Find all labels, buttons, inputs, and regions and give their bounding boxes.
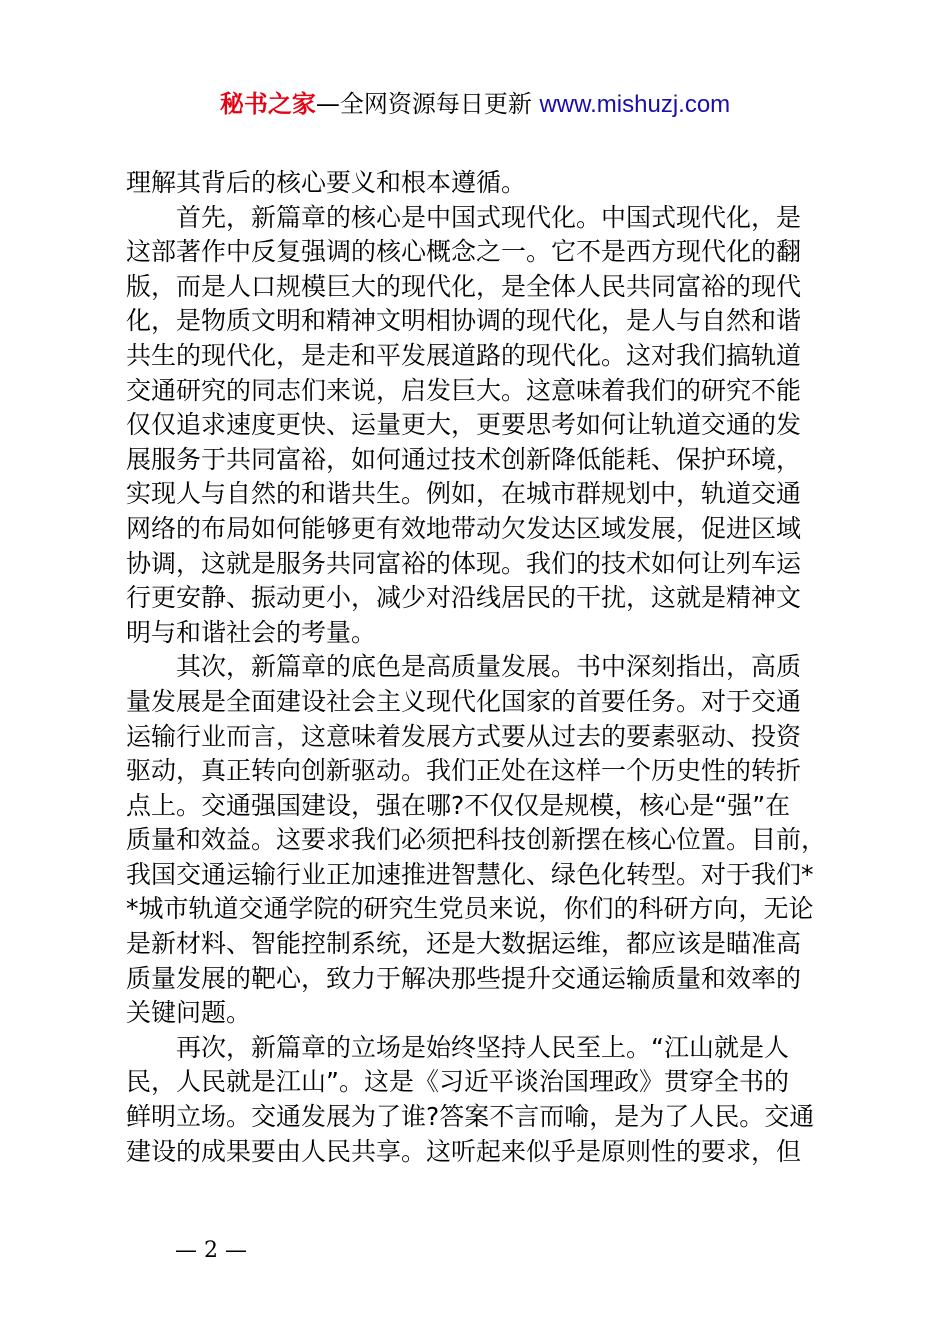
body-text-line: 行更安静、振动更小，减少对沿线居民的干扰，这就是精神文 (126, 583, 802, 613)
body-text-line: 交通研究的同志们来说，启发巨大。这意味着我们的研究不能 (126, 375, 802, 405)
body-text-line: 鲜明立场。交通发展为了谁?答案不言而喻，是为了人民。交通 (126, 1102, 815, 1132)
paragraph-first-line: 再次，新篇章的立场是始终坚持人民至上。“江山就是人 (176, 1032, 789, 1062)
body-text-line: 我国交通运输行业正加速推进智慧化、绿色化转型。对于我们* (126, 859, 814, 889)
body-text-line: 质量和效益。这要求我们必须把科技创新摆在核心位置。目前， (126, 825, 827, 855)
body-text-line: 仅仅追求速度更快、运量更大，更要思考如何让轨道交通的发 (126, 410, 802, 440)
body-text-line: 网络的布局如何能够更有效地带动欠发达区域发展，促进区域 (126, 513, 802, 543)
body-text-line: 建设的成果要由人民共享。这听起来似乎是原则性的要求，但 (126, 1136, 802, 1166)
body-text-line: 实现人与自然的和谐共生。例如，在城市群规划中，轨道交通 (126, 479, 802, 509)
body-text-line: 运输行业而言，这意味着发展方式要从过去的要素驱动、投资 (126, 721, 802, 751)
paragraph-first-line: 首先，新篇章的核心是中国式现代化。中国式现代化，是 (176, 202, 802, 232)
brand-name: 秘书之家 (219, 90, 316, 118)
page-number: — 2 — (175, 1238, 247, 1263)
site-url-link[interactable]: www.mishuzj.com (539, 91, 731, 118)
body-text-line: 这部著作中反复强调的核心概念之一。它不是西方现代化的翻 (126, 237, 802, 267)
paragraph-first-line: 其次，新篇章的底色是高质量发展。书中深刻指出，高质 (176, 652, 802, 682)
body-text-line: 协调，这就是服务共同富裕的体现。我们的技术如何让列车运 (126, 548, 802, 578)
header-tagline: —全网资源每日更新 (315, 90, 540, 118)
body-text-line: 驱动，真正转向创新驱动。我们正处在这样一个历史性的转折 (126, 756, 802, 786)
body-text-line: 关键问题。 (126, 998, 252, 1028)
body-text-line: 理解其背后的核心要义和根本遵循。 (126, 168, 527, 197)
body-text-line: 量发展是全面建设社会主义现代化国家的首要任务。对于交通 (126, 686, 802, 716)
body-text-line: 化，是物质文明和精神文明相协调的现代化，是人与自然和谐 (126, 306, 802, 336)
body-text-line: 明与和谐社会的考量。 (126, 617, 377, 647)
body-text-line: 是新材料、智能控制系统，还是大数据运维，都应该是瞄准高 (126, 929, 802, 959)
document-body (126, 166, 836, 1169)
body-text-line: 共生的现代化，是走和平发展道路的现代化。这对我们搞轨道 (126, 340, 802, 370)
body-text-line: 点上。交通强国建设，强在哪?不仅仅是规模，核心是“强”在 (126, 790, 791, 820)
page-header (0, 88, 950, 121)
body-text-line: 民，人民就是江山”。这是《习近平谈治国理政》贯穿全书的 (126, 1067, 789, 1097)
body-text-line: *城市轨道交通学院的研究生党员来说，你们的科研方向，无论 (126, 894, 814, 924)
body-text-line: 展服务于共同富裕，如何通过技术创新降低能耗、保护环境， (126, 444, 802, 474)
body-text-line: 版，而是人口规模巨大的现代化，是全体人民共同富裕的现代 (126, 271, 802, 301)
body-text-line: 质量发展的靶心，致力于解决那些提升交通运输质量和效率的 (126, 963, 802, 993)
